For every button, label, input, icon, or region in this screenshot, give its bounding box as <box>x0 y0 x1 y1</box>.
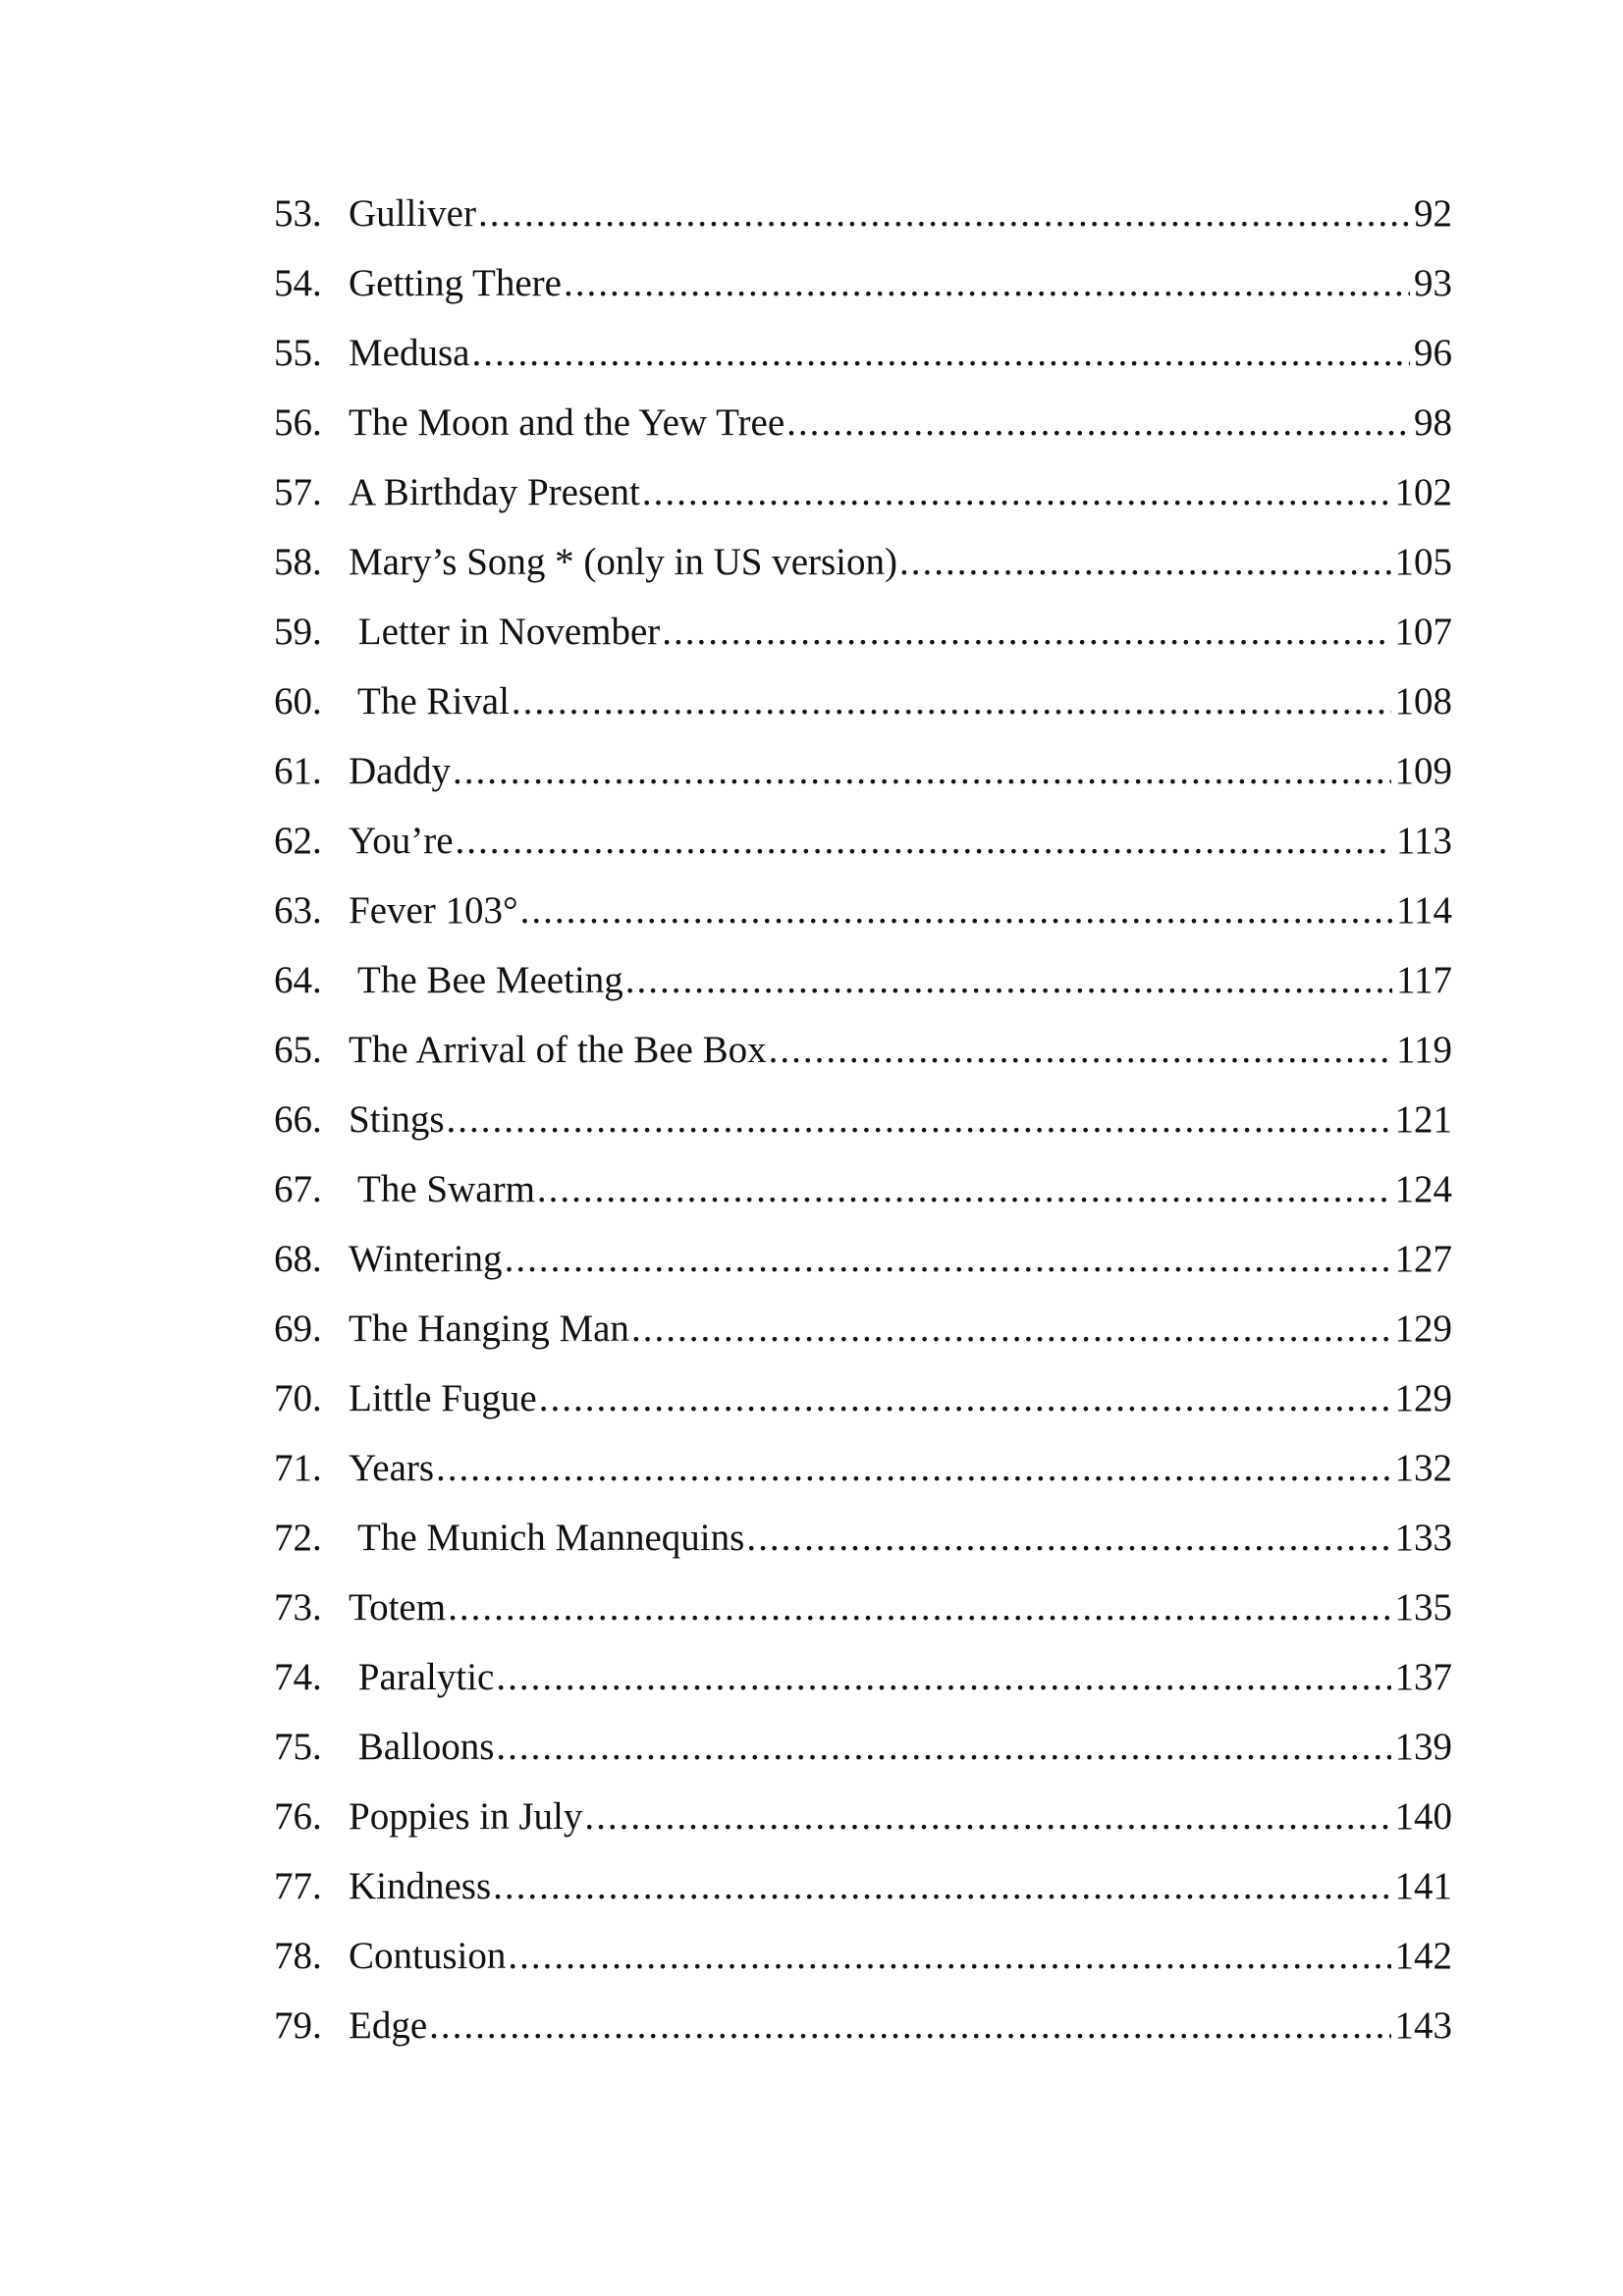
entry-title: Wintering <box>349 1238 503 1280</box>
entry-title: The Hanging Man <box>349 1308 629 1350</box>
dot-leader <box>662 607 1390 658</box>
toc-entry <box>274 2001 1452 2070</box>
dot-leader <box>786 398 1410 449</box>
entry-title: The Swarm <box>349 1168 535 1210</box>
entry-page-number: 132 <box>1394 1447 1452 1489</box>
entry-title: Stings <box>349 1098 445 1141</box>
dot-leader <box>746 1513 1390 1564</box>
entry-title: Balloons <box>349 1726 495 1768</box>
entry-page-number: 114 <box>1395 889 1452 932</box>
entry-page-number: 92 <box>1414 192 1452 235</box>
entry-title: The Rival <box>349 680 510 722</box>
entry-page-number: 141 <box>1394 1865 1452 1907</box>
dot-leader <box>448 1582 1390 1633</box>
toc-entry <box>274 816 1452 885</box>
entry-title: The Munich Mannequins <box>349 1517 745 1559</box>
entry-page-number: 140 <box>1394 1795 1452 1838</box>
entry-number: 64. <box>274 959 322 1001</box>
entry-title: Totem <box>349 1586 447 1629</box>
dot-leader <box>899 537 1391 588</box>
toc-entry <box>274 676 1452 746</box>
entry-title: Mary’s Song * (only in US version) <box>349 541 897 583</box>
entry-page-number: 142 <box>1394 1935 1452 1977</box>
entry-page-number: 117 <box>1395 959 1452 1001</box>
entry-page-number: 109 <box>1394 750 1452 792</box>
dot-leader <box>453 746 1391 797</box>
entry-number: 55. <box>274 332 322 374</box>
entry-number: 56. <box>274 401 322 444</box>
dot-leader <box>447 1095 1391 1146</box>
entry-page-number: 129 <box>1394 1377 1452 1419</box>
dot-leader <box>496 1722 1390 1773</box>
entry-number: 54. <box>274 262 322 304</box>
entry-page-number: 119 <box>1395 1029 1452 1071</box>
entry-number: 69. <box>274 1308 322 1350</box>
entry-title: Medusa <box>349 332 470 374</box>
dot-leader <box>505 1234 1391 1285</box>
toc-entry <box>274 885 1452 955</box>
entry-title: You’re <box>349 820 454 862</box>
toc-entry <box>274 1791 1452 1861</box>
dot-leader <box>537 1164 1391 1215</box>
dot-leader <box>520 885 1392 936</box>
entry-page-number: 93 <box>1414 262 1452 304</box>
entry-title: Poppies in July <box>349 1795 583 1838</box>
entry-number: 71. <box>274 1447 322 1489</box>
entry-number: 74. <box>274 1656 322 1698</box>
entry-number: 65. <box>274 1029 322 1071</box>
entry-number: 76. <box>274 1795 322 1838</box>
entry-page-number: 121 <box>1394 1098 1452 1141</box>
entry-page-number: 113 <box>1395 820 1452 862</box>
dot-leader <box>508 1931 1390 1982</box>
entry-number: 61. <box>274 750 322 792</box>
entry-number: 53. <box>274 192 322 235</box>
entry-number: 73. <box>274 1586 322 1629</box>
dot-leader <box>496 1652 1390 1703</box>
entry-number: 63. <box>274 889 322 932</box>
entry-number: 66. <box>274 1098 322 1141</box>
toc-entry <box>274 1582 1452 1652</box>
entry-title: The Moon and the Yew Tree <box>349 401 785 444</box>
entry-title: Little Fugue <box>349 1377 537 1419</box>
toc-entry <box>274 1025 1452 1095</box>
toc-entry <box>274 467 1452 537</box>
entry-title: Fever 103° <box>349 889 518 932</box>
entry-page-number: 133 <box>1394 1517 1452 1559</box>
table-of-contents <box>274 188 1452 2070</box>
entry-title: Contusion <box>349 1935 507 1977</box>
entry-page-number: 143 <box>1394 2004 1452 2047</box>
toc-entry <box>274 398 1452 467</box>
entry-title: The Arrival of the Bee Box <box>349 1029 767 1071</box>
toc-entry <box>274 1931 1452 2001</box>
entry-number: 78. <box>274 1935 322 1977</box>
toc-entry <box>274 955 1452 1025</box>
toc-entry <box>274 188 1452 258</box>
entry-title: Paralytic <box>349 1656 495 1698</box>
entry-title: Gulliver <box>349 192 476 235</box>
toc-entry <box>274 607 1452 676</box>
entry-number: 75. <box>274 1726 322 1768</box>
dot-leader <box>539 1373 1391 1424</box>
toc-entry <box>274 1373 1452 1443</box>
entry-page-number: 108 <box>1394 680 1452 722</box>
entry-number: 67. <box>274 1168 322 1210</box>
toc-entry <box>274 537 1452 607</box>
entry-number: 58. <box>274 541 322 583</box>
toc-entry <box>274 328 1452 398</box>
entry-page-number: 96 <box>1414 332 1452 374</box>
toc-entry <box>274 258 1452 328</box>
dot-leader <box>584 1791 1390 1842</box>
entry-page-number: 107 <box>1394 611 1452 653</box>
entry-page-number: 102 <box>1394 471 1452 513</box>
toc-entry <box>274 1443 1452 1513</box>
entry-page-number: 129 <box>1394 1308 1452 1350</box>
entry-number: 62. <box>274 820 322 862</box>
entry-title: Getting There <box>349 262 562 304</box>
dot-leader <box>642 467 1391 518</box>
entry-title: A Birthday Present <box>349 471 640 513</box>
dot-leader <box>631 1304 1391 1355</box>
dot-leader <box>564 258 1410 309</box>
entry-title: The Bee Meeting <box>349 959 623 1001</box>
toc-entry <box>274 746 1452 816</box>
entry-page-number: 98 <box>1414 401 1452 444</box>
toc-entry <box>274 1234 1452 1304</box>
entry-title: Kindness <box>349 1865 492 1907</box>
entry-number: 70. <box>274 1377 322 1419</box>
dot-leader <box>625 955 1392 1006</box>
dot-leader <box>429 2001 1390 2052</box>
entry-title: Letter in November <box>349 611 661 653</box>
entry-title: Edge <box>349 2004 428 2047</box>
entry-page-number: 127 <box>1394 1238 1452 1280</box>
toc-entry <box>274 1095 1452 1164</box>
entry-page-number: 124 <box>1394 1168 1452 1210</box>
dot-leader <box>456 816 1392 867</box>
dot-leader <box>471 328 1410 379</box>
toc-entry <box>274 1304 1452 1373</box>
entry-page-number: 137 <box>1394 1656 1452 1698</box>
entry-title: Years <box>349 1447 435 1489</box>
dot-leader <box>436 1443 1390 1494</box>
toc-entry <box>274 1513 1452 1582</box>
entry-page-number: 105 <box>1394 541 1452 583</box>
entry-number: 57. <box>274 471 322 513</box>
dot-leader <box>512 676 1391 727</box>
entry-number: 68. <box>274 1238 322 1280</box>
entry-page-number: 139 <box>1394 1726 1452 1768</box>
entry-number: 79. <box>274 2004 322 2047</box>
toc-entry <box>274 1652 1452 1722</box>
dot-leader <box>493 1861 1390 1912</box>
toc-entry <box>274 1861 1452 1931</box>
entry-number: 60. <box>274 680 322 722</box>
entry-number: 59. <box>274 611 322 653</box>
entry-page-number: 135 <box>1394 1586 1452 1629</box>
entry-number: 77. <box>274 1865 322 1907</box>
toc-entry <box>274 1164 1452 1234</box>
dot-leader <box>769 1025 1392 1076</box>
toc-entry <box>274 1722 1452 1791</box>
entry-number: 72. <box>274 1517 322 1559</box>
dot-leader <box>478 188 1410 240</box>
entry-title: Daddy <box>349 750 451 792</box>
